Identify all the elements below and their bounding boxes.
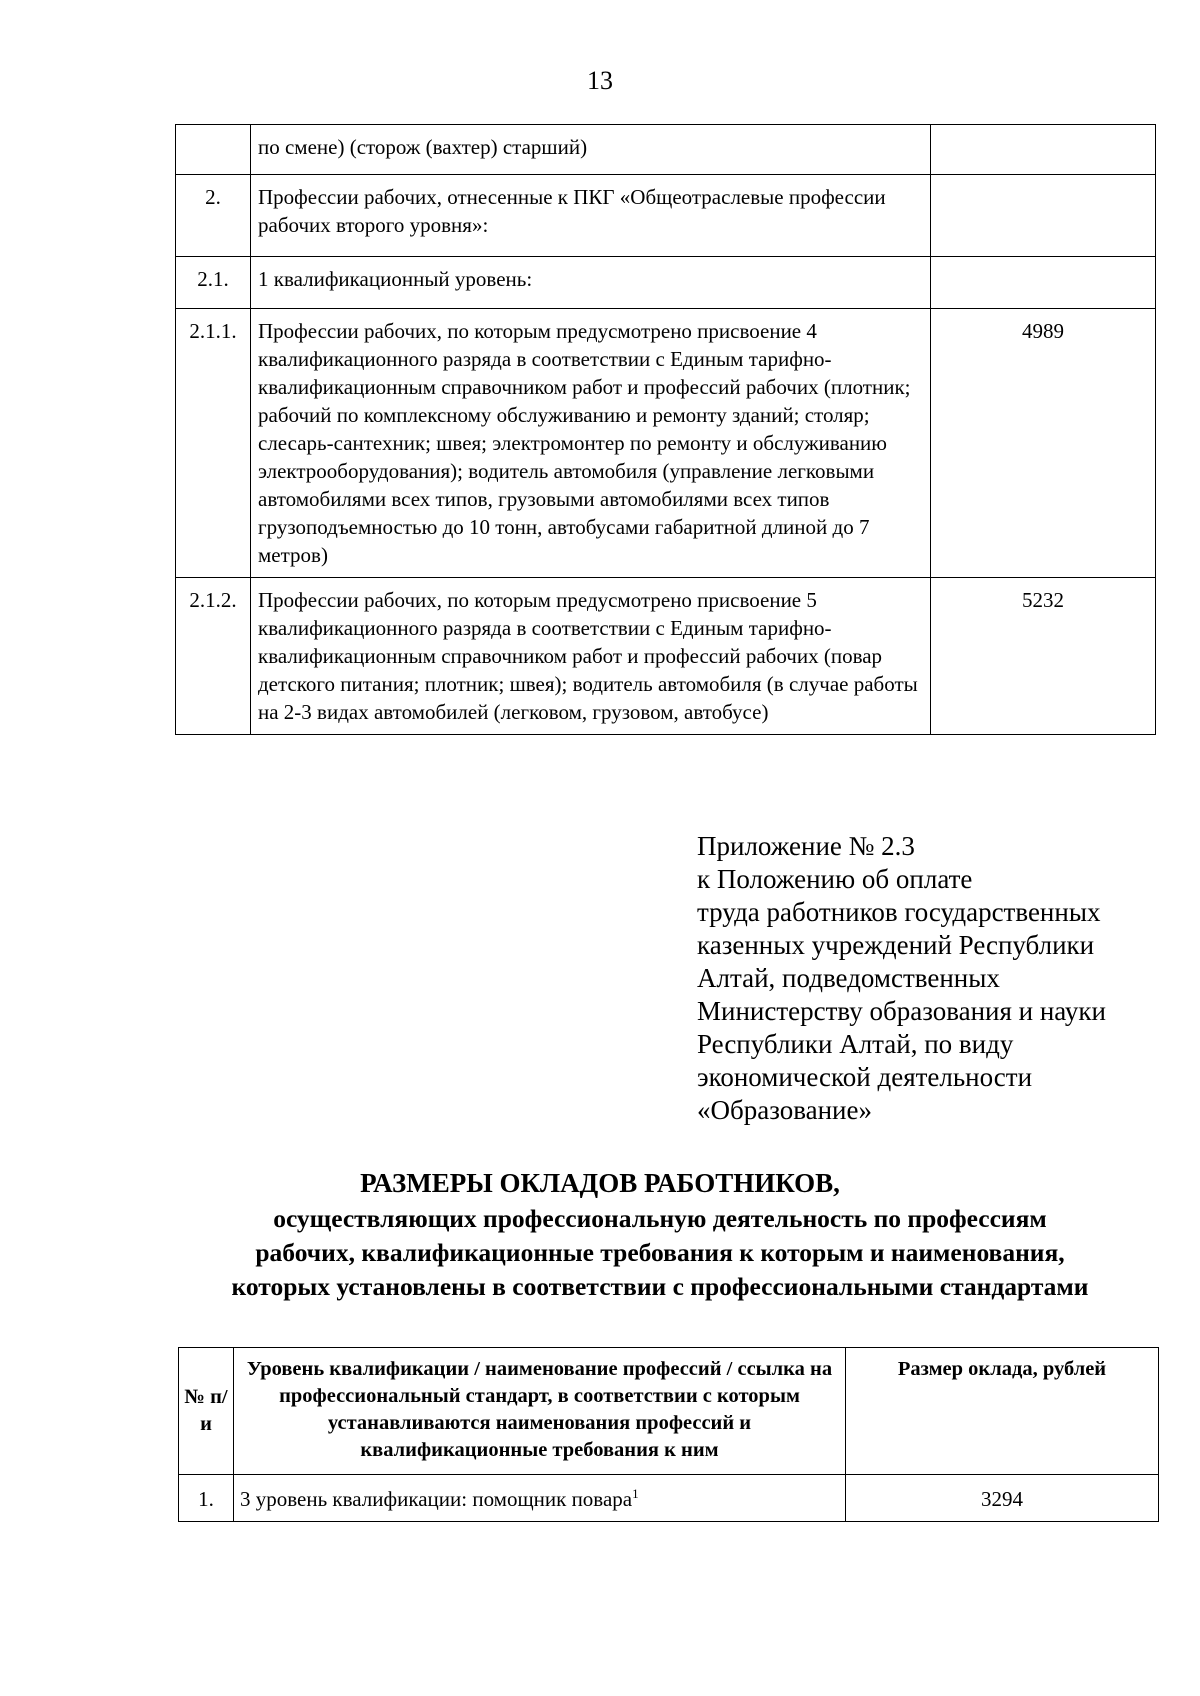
row-number [176, 125, 251, 175]
table-header-row [179, 1348, 1159, 1475]
row-text: 3 уровень квалификации: помощник повара [240, 1487, 633, 1511]
appendix-line: Приложение № 2.3 [697, 831, 915, 861]
table-row [176, 125, 1156, 175]
row-text-cell [234, 1475, 846, 1522]
appendix-line: экономической деятельности [697, 1062, 1033, 1092]
header-number: № п/и [179, 1348, 234, 1475]
appendix-line: казенных учреждений Республики [697, 930, 1095, 960]
header-salary: Размер оклада, рублей [846, 1348, 1159, 1475]
row-text: по смене) (сторож (вахтер) старший) [251, 125, 931, 175]
document-subtitle [150, 1202, 1170, 1304]
row-number: 2.1. [176, 257, 251, 309]
document-title: РАЗМЕРЫ ОКЛАДОВ РАБОТНИКОВ, [360, 1168, 840, 1198]
row-value: 4989 [931, 309, 1156, 578]
continuation-table [175, 124, 1156, 735]
table-row [176, 257, 1156, 309]
page-number: 13 [587, 66, 613, 95]
table-row [176, 175, 1156, 257]
row-text: 1 квалификационный уровень: [251, 257, 931, 309]
appendix-line: Республики Алтай, по виду [697, 1029, 1014, 1059]
appendix-note [697, 830, 1106, 1127]
table-row [176, 309, 1156, 578]
appendix-line: труда работников государственных [697, 897, 1101, 927]
row-text: Профессии рабочих, отнесенные к ПКГ «Общеотраслевые профессии рабочих второго уровня»: [251, 175, 931, 257]
header-level: Уровень квалификации / наименование профессий / ссылка на профессиональный стандарт, в соответствии с которым устанавливаются наименования профессий и квалификационные требования к ним [234, 1348, 846, 1475]
row-text: Профессии рабочих, по которым предусмотрено присвоение 4 квалификационного разряда в соответствии с Единым тарифно-квалификационным справочником работ и профессий рабочих (плотник; рабочий по комплексному обслуживанию и ремонту зданий; столяр; слесарь-сантехник; швея; электромонтер по ремонту и обслуживанию электрооборудования); водитель автомобиля (управление легковыми автомобилями всех типов, грузовыми автомобилями всех типов грузоподъемностью до 10 тонн, автобусами габаритной длиной до 7 метров) [251, 309, 931, 578]
table-row [179, 1475, 1159, 1522]
row-value: 5232 [931, 578, 1156, 735]
salary-table [178, 1347, 1159, 1522]
subtitle-line: рабочих, квалификационные требования к которым и наименования, [255, 1238, 1065, 1267]
appendix-line: к Положению об оплате [697, 864, 973, 894]
appendix-line: «Образование» [697, 1095, 872, 1125]
row-value [931, 125, 1156, 175]
row-number: 2.1.1. [176, 309, 251, 578]
appendix-line: Алтай, подведомственных [697, 963, 1000, 993]
row-value [931, 257, 1156, 309]
appendix-line: Министерству образования и науки [697, 996, 1106, 1026]
subtitle-line: осуществляющих профессиональную деятельность по профессиям [273, 1204, 1047, 1233]
table-row [176, 578, 1156, 735]
subtitle-line: которых установлены в соответствии с профессиональными стандартами [231, 1272, 1089, 1301]
row-number: 2.1.2. [176, 578, 251, 735]
row-value: 3294 [846, 1475, 1159, 1522]
footnote-mark: 1 [632, 1486, 639, 1501]
row-number: 1. [179, 1475, 234, 1522]
row-text: Профессии рабочих, по которым предусмотрено присвоение 5 квалификационного разряда в соответствии с Единым тарифно-квалификационным справочником работ и профессий рабочих (повар детского питания; плотник; швея); водитель автомобиля (в случае работы на 2-3 видах автомобилей (легковом, грузовом, автобусе) [251, 578, 931, 735]
row-number: 2. [176, 175, 251, 257]
row-value [931, 175, 1156, 257]
